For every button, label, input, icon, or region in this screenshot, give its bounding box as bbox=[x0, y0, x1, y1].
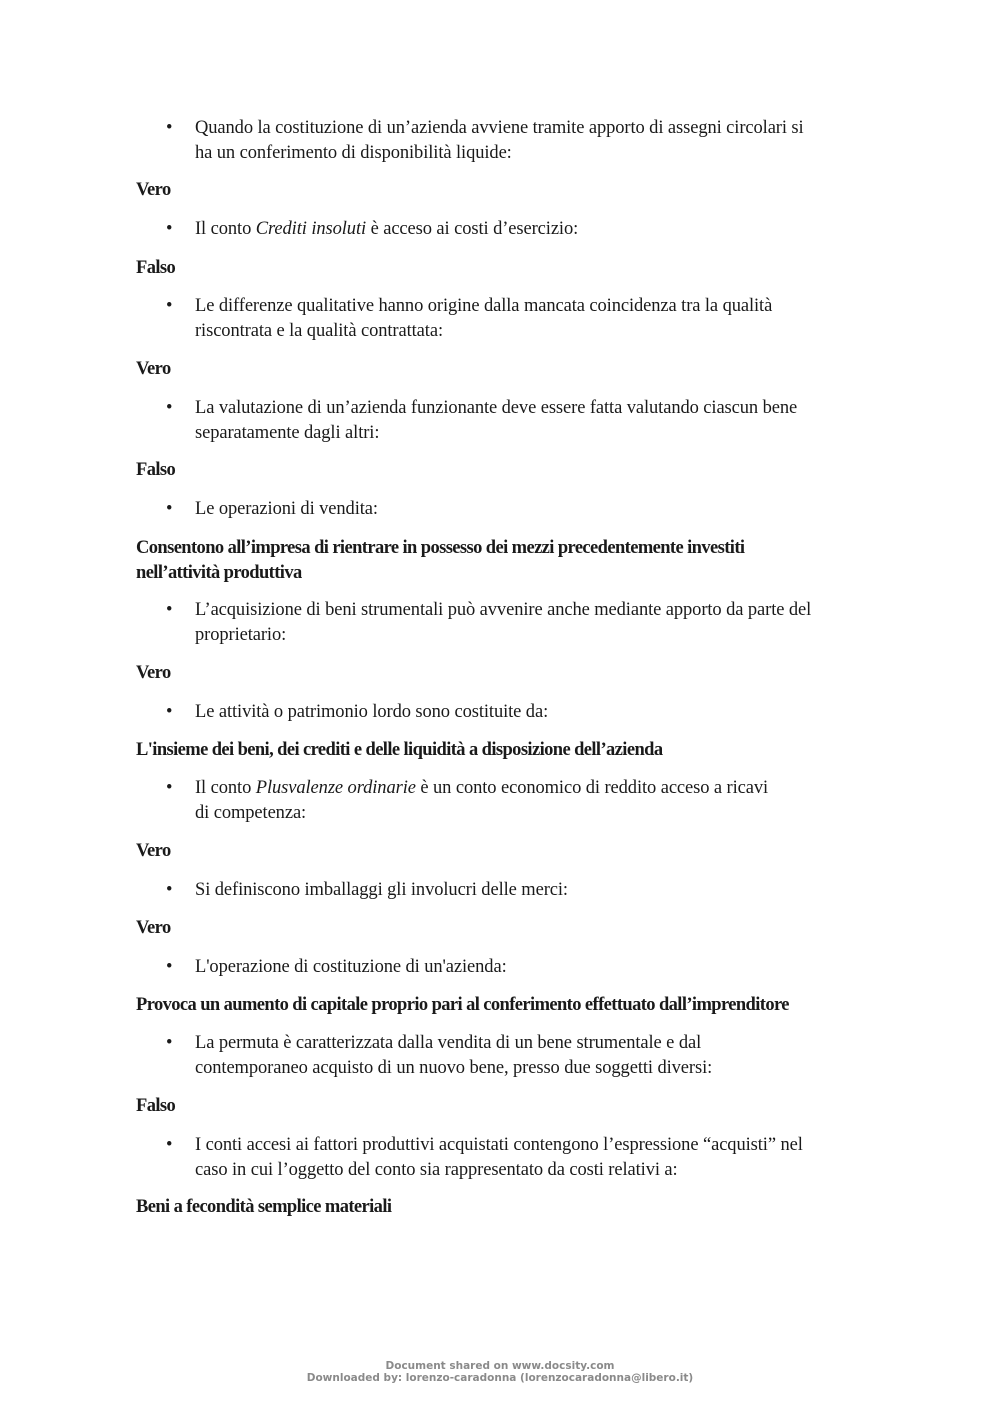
question bbox=[136, 955, 876, 980]
answer: Falso bbox=[136, 258, 176, 278]
bullet: • bbox=[166, 219, 173, 239]
question-line: caso in cui l’oggetto del conto sia rappresentato da costi relativi a: bbox=[195, 1160, 678, 1180]
question-line: ha un conferimento di disponibilità liquide: bbox=[195, 143, 512, 163]
qa-item bbox=[136, 116, 876, 166]
question bbox=[136, 1031, 876, 1081]
question-line: Si definiscono imballaggi gli involucri delle merci: bbox=[195, 880, 568, 900]
question bbox=[136, 116, 876, 166]
account-name: Crediti insoluti bbox=[255, 219, 367, 239]
qa-item bbox=[136, 497, 876, 522]
question-line: separatamente dagli altri: bbox=[195, 423, 380, 443]
question-line: Le attività o patrimonio lordo sono costituite da: bbox=[195, 702, 549, 722]
bullet: • bbox=[166, 1033, 173, 1053]
question-line: proprietario: bbox=[195, 625, 287, 645]
bullet: • bbox=[166, 778, 173, 798]
page-footer bbox=[0, 1360, 1000, 1384]
answer: Vero bbox=[136, 359, 171, 379]
question-text: Il conto bbox=[195, 778, 256, 798]
question bbox=[136, 497, 876, 522]
question bbox=[136, 1133, 876, 1183]
question-line: riscontrata e la qualità contrattata: bbox=[195, 321, 443, 341]
bullet: • bbox=[166, 398, 173, 418]
question-line: di competenza: bbox=[195, 803, 307, 823]
footer-downloaded-line: Downloaded by: lorenzo-caradonna (lorenzocaradonna@libero.it) bbox=[306, 1372, 694, 1384]
question-line: Le differenze qualitative hanno origine dalla mancata coincidenza tra la qualità bbox=[195, 296, 773, 316]
bullet: • bbox=[166, 1135, 173, 1155]
question-line: I conti accesi ai fattori produttivi acquistati contengono l’espressione “acquisti” nel bbox=[195, 1135, 803, 1155]
qa-item bbox=[136, 294, 876, 344]
question bbox=[136, 598, 876, 648]
answer: Vero bbox=[136, 180, 171, 200]
question bbox=[136, 776, 876, 826]
answer: Vero bbox=[136, 663, 171, 683]
answer: Provoca un aumento di capitale proprio pari al conferimento effettuato dall’imprenditore bbox=[136, 995, 789, 1015]
bullet: • bbox=[166, 499, 173, 519]
bullet: • bbox=[166, 296, 173, 316]
answer: L'insieme dei beni, dei crediti e delle liquidità a disposizione dell’azienda bbox=[136, 740, 663, 760]
answer bbox=[136, 536, 876, 586]
bullet: • bbox=[166, 880, 173, 900]
account-name: Plusvalenze ordinarie bbox=[255, 778, 416, 798]
question-text: è un conto economico di reddito acceso a ricavi bbox=[415, 778, 769, 798]
answer: Vero bbox=[136, 918, 171, 938]
question-text: Il conto bbox=[195, 219, 256, 239]
answer: Falso bbox=[136, 1096, 176, 1116]
qa-item bbox=[136, 598, 876, 648]
bullet: • bbox=[166, 600, 173, 620]
question bbox=[136, 217, 876, 242]
qa-item bbox=[136, 217, 876, 242]
question-line: Le operazioni di vendita: bbox=[195, 499, 378, 519]
qa-item bbox=[136, 396, 876, 446]
question-text: è acceso ai costi d’esercizio: bbox=[366, 219, 579, 239]
question bbox=[136, 878, 876, 903]
qa-item bbox=[136, 878, 876, 903]
footer-shared-line: Document shared on www.docsity.com bbox=[385, 1360, 615, 1372]
answer: Falso bbox=[136, 460, 176, 480]
qa-item bbox=[136, 1133, 876, 1183]
question bbox=[136, 700, 876, 725]
question-line: L’acquisizione di beni strumentali può avvenire anche mediante apporto da parte del bbox=[195, 600, 812, 620]
bullet: • bbox=[166, 118, 173, 138]
question-line: contemporaneo acquisto di un nuovo bene, presso due soggetti diversi: bbox=[195, 1058, 713, 1078]
question bbox=[136, 294, 876, 344]
answer-line: nell’attività produttiva bbox=[136, 563, 302, 583]
qa-item bbox=[136, 955, 876, 980]
bullet: • bbox=[166, 702, 173, 722]
answer: Vero bbox=[136, 841, 171, 861]
question-line: La permuta è caratterizzata dalla vendita di un bene strumentale e dal bbox=[195, 1033, 702, 1053]
qa-item bbox=[136, 1031, 876, 1081]
qa-item bbox=[136, 700, 876, 725]
question-line: Quando la costituzione di un’azienda avviene tramite apporto di assegni circolari si bbox=[195, 118, 804, 138]
qa-item bbox=[136, 776, 876, 826]
bullet: • bbox=[166, 957, 173, 977]
question bbox=[136, 396, 876, 446]
question-line: L'operazione di costituzione di un'azienda: bbox=[195, 957, 507, 977]
answer-line: Consentono all’impresa di rientrare in possesso dei mezzi precedentemente investiti bbox=[136, 538, 745, 558]
question-line: La valutazione di un’azienda funzionante deve essere fatta valutando ciascun bene bbox=[195, 398, 798, 418]
answer: Beni a fecondità semplice materiali bbox=[136, 1197, 392, 1217]
